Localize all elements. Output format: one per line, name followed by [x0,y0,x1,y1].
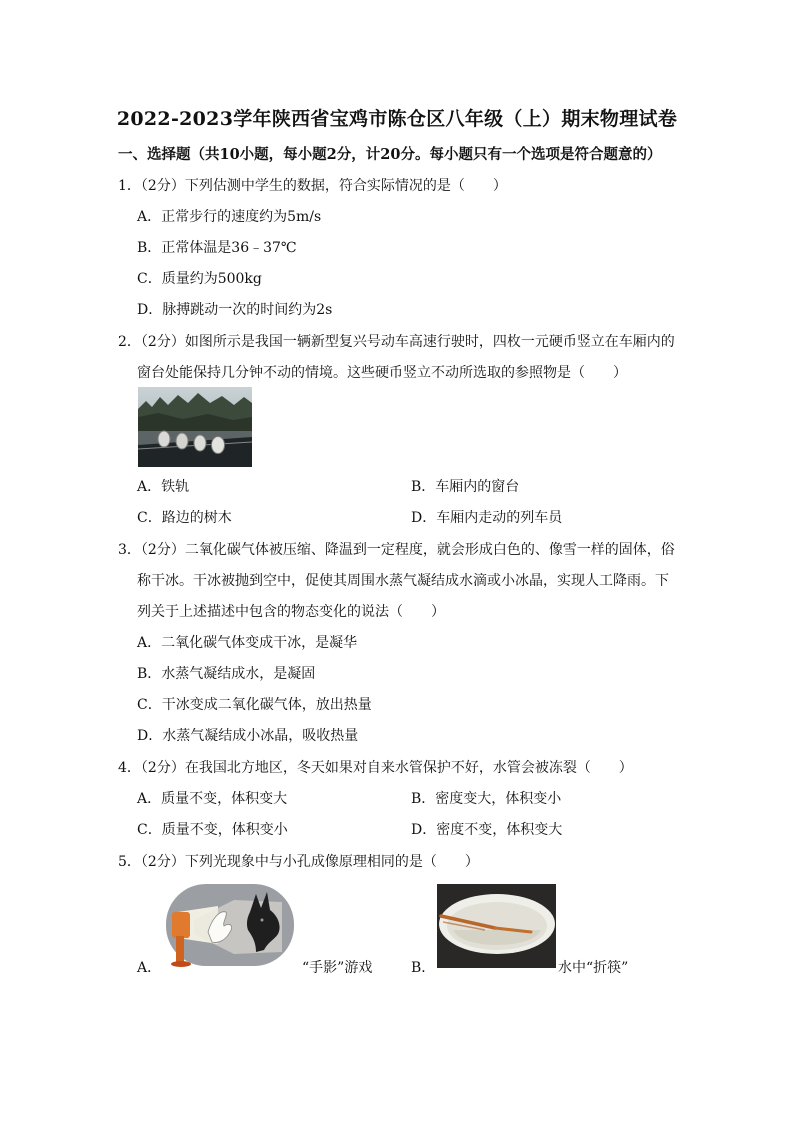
exam-title: 2022-2023学年陕西省宝鸡市陈仓区八年级（上）期末物理试卷 [116,108,678,130]
question-4-option-a: A．质量不变，体积变大 [137,791,288,807]
question-1-option-d: D．脉搏跳动一次的时间约为2s [137,302,333,318]
question-5-stem: 5．（2分）下列光现象中与小孔成像原理相同的是（ ） [118,854,479,870]
question-1-stem: 1．（2分）下列估测中学生的数据，符合实际情况的是（ ） [118,178,507,194]
bent-chopstick-in-water-image [437,884,556,968]
question-2-option-c: C．路边的树木 [137,510,232,526]
question-4-stem: 4．（2分）在我国北方地区，冬天如果对自来水管保护不好，水管会被冻裂（ ） [118,760,633,776]
question-5-option-a-text: “手影”游戏 [302,960,373,976]
question-2-option-b: B．车厢内的窗台 [411,479,520,495]
question-4-option-c: C．质量不变，体积变小 [137,822,288,838]
question-1-option-a: A．正常步行的速度约为5m/s [137,209,322,225]
question-5-option-b-text: 水中“折筷” [558,960,629,976]
hand-shadow-game-image [164,882,296,968]
question-3-option-d: D．水蒸气凝结成小冰晶，吸收热量 [137,728,359,744]
question-3-option-c: C．干冰变成二氧化碳气体，放出热量 [137,697,372,713]
question-3-stem-line-1: 3．（2分）二氧化碳气体被压缩、降温到一定程度，就会形成白色的、像雪一样的固体，俗 [118,542,675,558]
question-3-option-a: A．二氧化碳气体变成干冰，是凝华 [137,635,358,651]
question-2-option-a: A．铁轨 [137,479,190,495]
question-3-stem-line-2: 称干冰。干冰被抛到空中，促使其周围水蒸气凝结成水滴或小冰晶，实现人工降雨。下 [137,573,669,589]
question-3-option-b: B．水蒸气凝结成水，是凝固 [137,666,316,682]
section-heading: 一、选择题（共10小题，每小题2分，计20分。每小题只有一个选项是符合题意的） [118,146,662,163]
question-2-stem-line-2: 窗台处能保持几分钟不动的情境。这些硬币竖立不动所选取的参照物是（ ） [137,365,627,381]
question-4-option-b: B．密度变大，体积变小 [411,791,562,807]
question-5-option-b-label: B． [411,960,436,976]
coins-on-train-windowsill-image [138,387,252,467]
question-4-option-d: D．密度不变，体积变大 [411,822,563,838]
question-1-option-c: C．质量约为500kg [137,271,262,287]
question-1-option-b: B．正常体温是36﹣37℃ [137,240,297,256]
question-2-stem-line-1: 2．（2分）如图所示是我国一辆新型复兴号动车高速行驶时，四枚一元硬币竖立在车厢内的 [118,334,675,350]
question-3-stem-line-3: 列关于上述描述中包含的物态变化的说法（ ） [137,604,445,620]
question-2-option-d: D．车厢内走动的列车员 [411,510,563,526]
question-5-option-a-label: A． [137,960,162,976]
